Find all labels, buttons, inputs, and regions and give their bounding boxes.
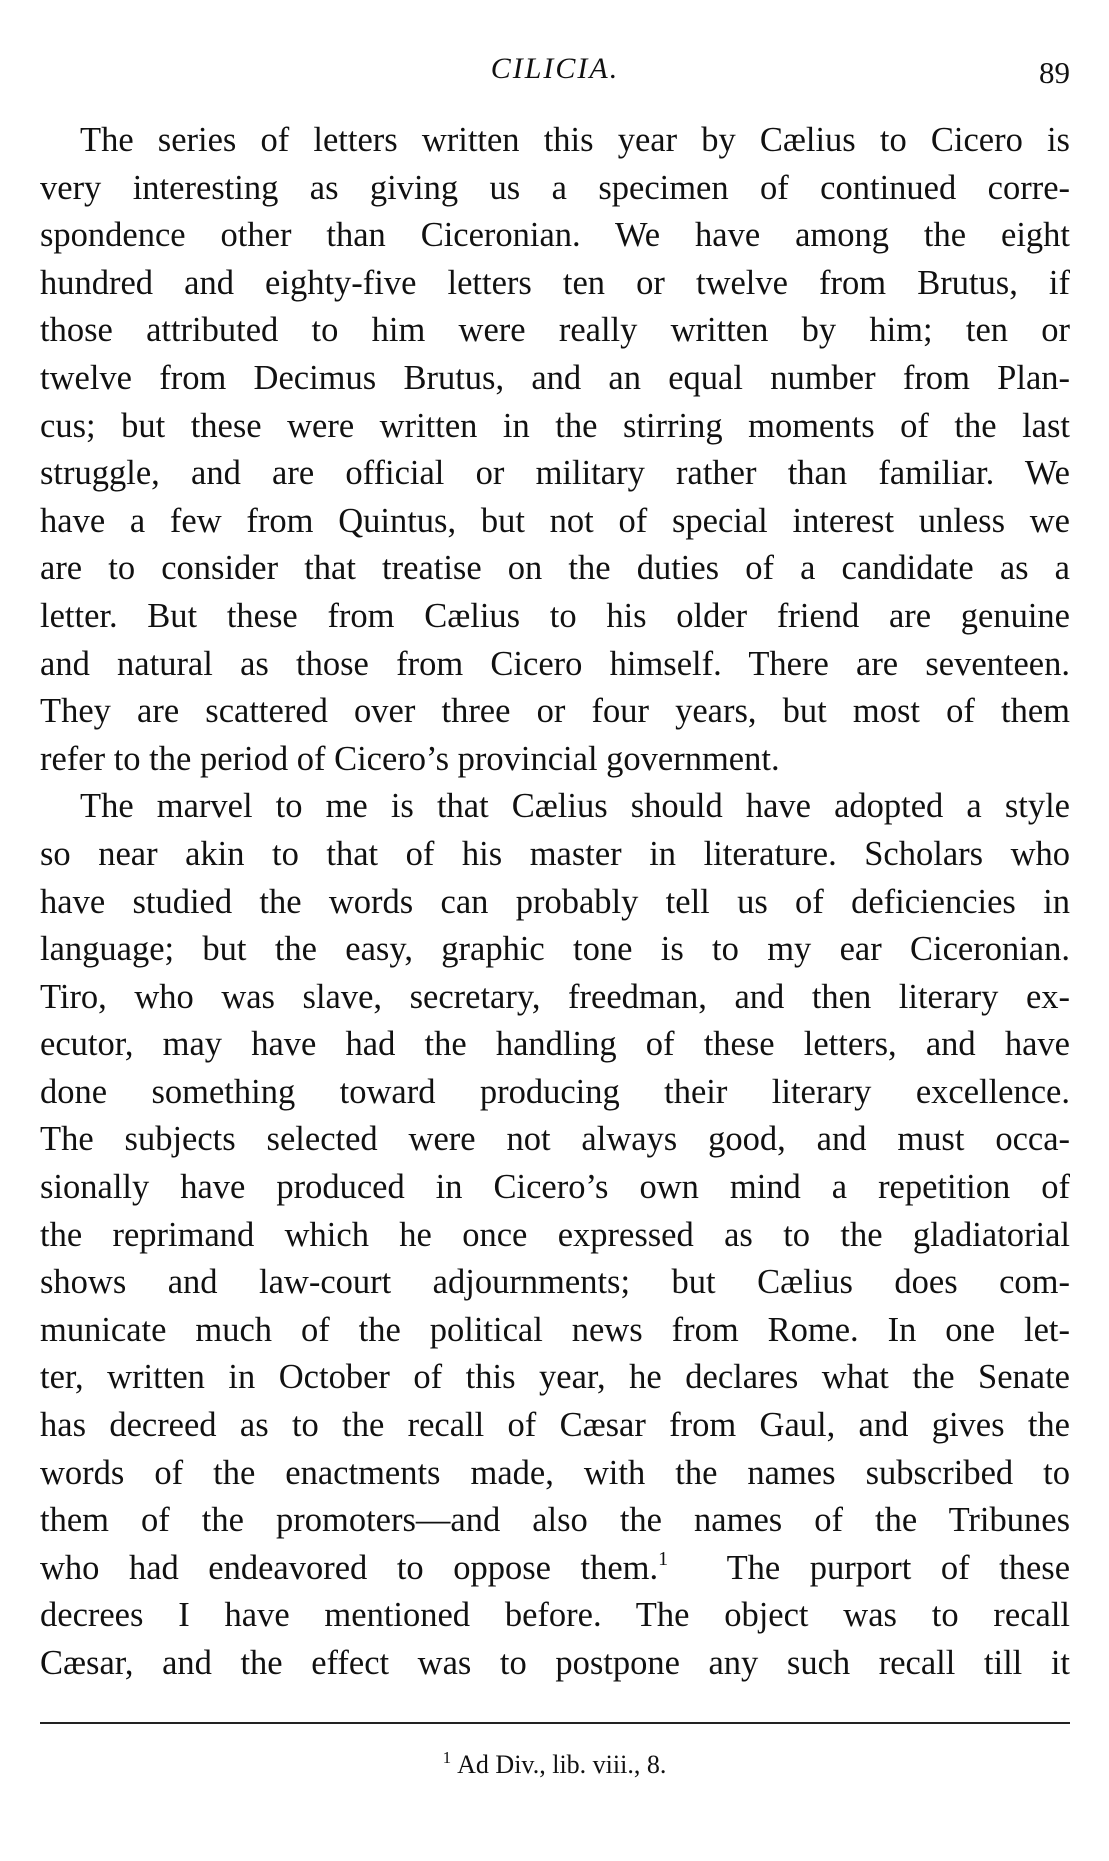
text-line-with-footnote-ref: [40, 1545, 1070, 1593]
text-line: shows and law-court adjournments; but Cælius does com-: [40, 1263, 1070, 1302]
text-line: municate much of the political news from Rome. In one let-: [40, 1310, 1070, 1349]
running-head: [40, 44, 1070, 94]
text-line: ter, written in October of this year, he declares what the Senate: [40, 1358, 1070, 1397]
text-line: done something toward producing their literary excellence.: [40, 1072, 1070, 1111]
text-line: the reprimand which he once expressed as to the gladiatorial: [40, 1215, 1070, 1254]
text-line: hundred and eighty-five letters ten or twelve from Brutus, if: [40, 263, 1070, 302]
text-line: and natural as those from Cicero himself. There are seventeen.: [40, 644, 1070, 683]
text-fragment: who had endeavored to oppose them.: [40, 1548, 659, 1587]
text-line: Cæsar, and the effect was to postpone any such recall till it: [40, 1644, 1070, 1682]
text-line: has decreed as to the recall of Cæsar from Gaul, and gives the: [40, 1406, 1070, 1445]
text-line: cus; but these were written in the stirring moments of the last: [40, 406, 1070, 445]
running-title: CILICIA.: [490, 52, 620, 85]
text-line: struggle, and are official or military rather than familiar. We: [40, 454, 1070, 493]
text-line: have a few from Quintus, but not of special interest unless we: [40, 501, 1070, 540]
text-line: so near akin to that of his master in literature. Scholars who: [40, 834, 1070, 873]
text-line: The series of letters written this year by Cælius to Cicero is: [80, 121, 1070, 159]
text-line: refer to the period of Cicero’s provincial government.: [40, 739, 780, 778]
footnote: [0, 1745, 1109, 1785]
text-line: very interesting as giving us a specimen of continued corre-: [40, 168, 1070, 207]
text-line: The subjects selected were not always good, and must occa-: [40, 1120, 1070, 1159]
text-line: decrees I have mentioned before. The object was to recall: [40, 1596, 1070, 1635]
text-line: twelve from Decimus Brutus, and an equal number from Plan-: [40, 358, 1070, 397]
footnote-divider: [40, 1722, 1070, 1724]
footnote-text: Ad Div., lib. viii., 8.: [457, 1750, 667, 1779]
text-line: They are scattered over three or four years, but most of them: [40, 692, 1070, 731]
footnote-reference[interactable]: 1: [658, 1547, 669, 1570]
text-line: sionally have produced in Cicero’s own mind a repetition of: [40, 1168, 1070, 1207]
text-line: them of the promoters—and also the names of the Tribunes: [40, 1501, 1070, 1540]
body-text: [40, 117, 1070, 1688]
footnote-marker: 1: [442, 1748, 452, 1767]
text-line: have studied the words can probably tell us of deficiencies in: [40, 882, 1070, 921]
text-line: letter. But these from Cælius to his older friend are genuine: [40, 596, 1070, 635]
page-number: 89: [1039, 55, 1070, 90]
text-line: words of the enactments made, with the names subscribed to: [40, 1453, 1070, 1492]
text-line: those attributed to him were really written by him; ten or: [40, 311, 1070, 350]
text-line: The marvel to me is that Cælius should have adopted a style: [80, 787, 1070, 826]
text-fragment: The purport of these: [668, 1548, 1071, 1587]
text-line: language; but the easy, graphic tone is to my ear Ciceronian.: [40, 930, 1070, 969]
text-line: ecutor, may have had the handling of these letters, and have: [40, 1025, 1070, 1064]
text-line: are to consider that treatise on the duties of a candidate as a: [40, 549, 1070, 588]
text-line: spondence other than Ciceronian. We have among the eight: [40, 216, 1070, 255]
text-line: Tiro, who was slave, secretary, freedman, and then literary ex-: [40, 977, 1070, 1016]
